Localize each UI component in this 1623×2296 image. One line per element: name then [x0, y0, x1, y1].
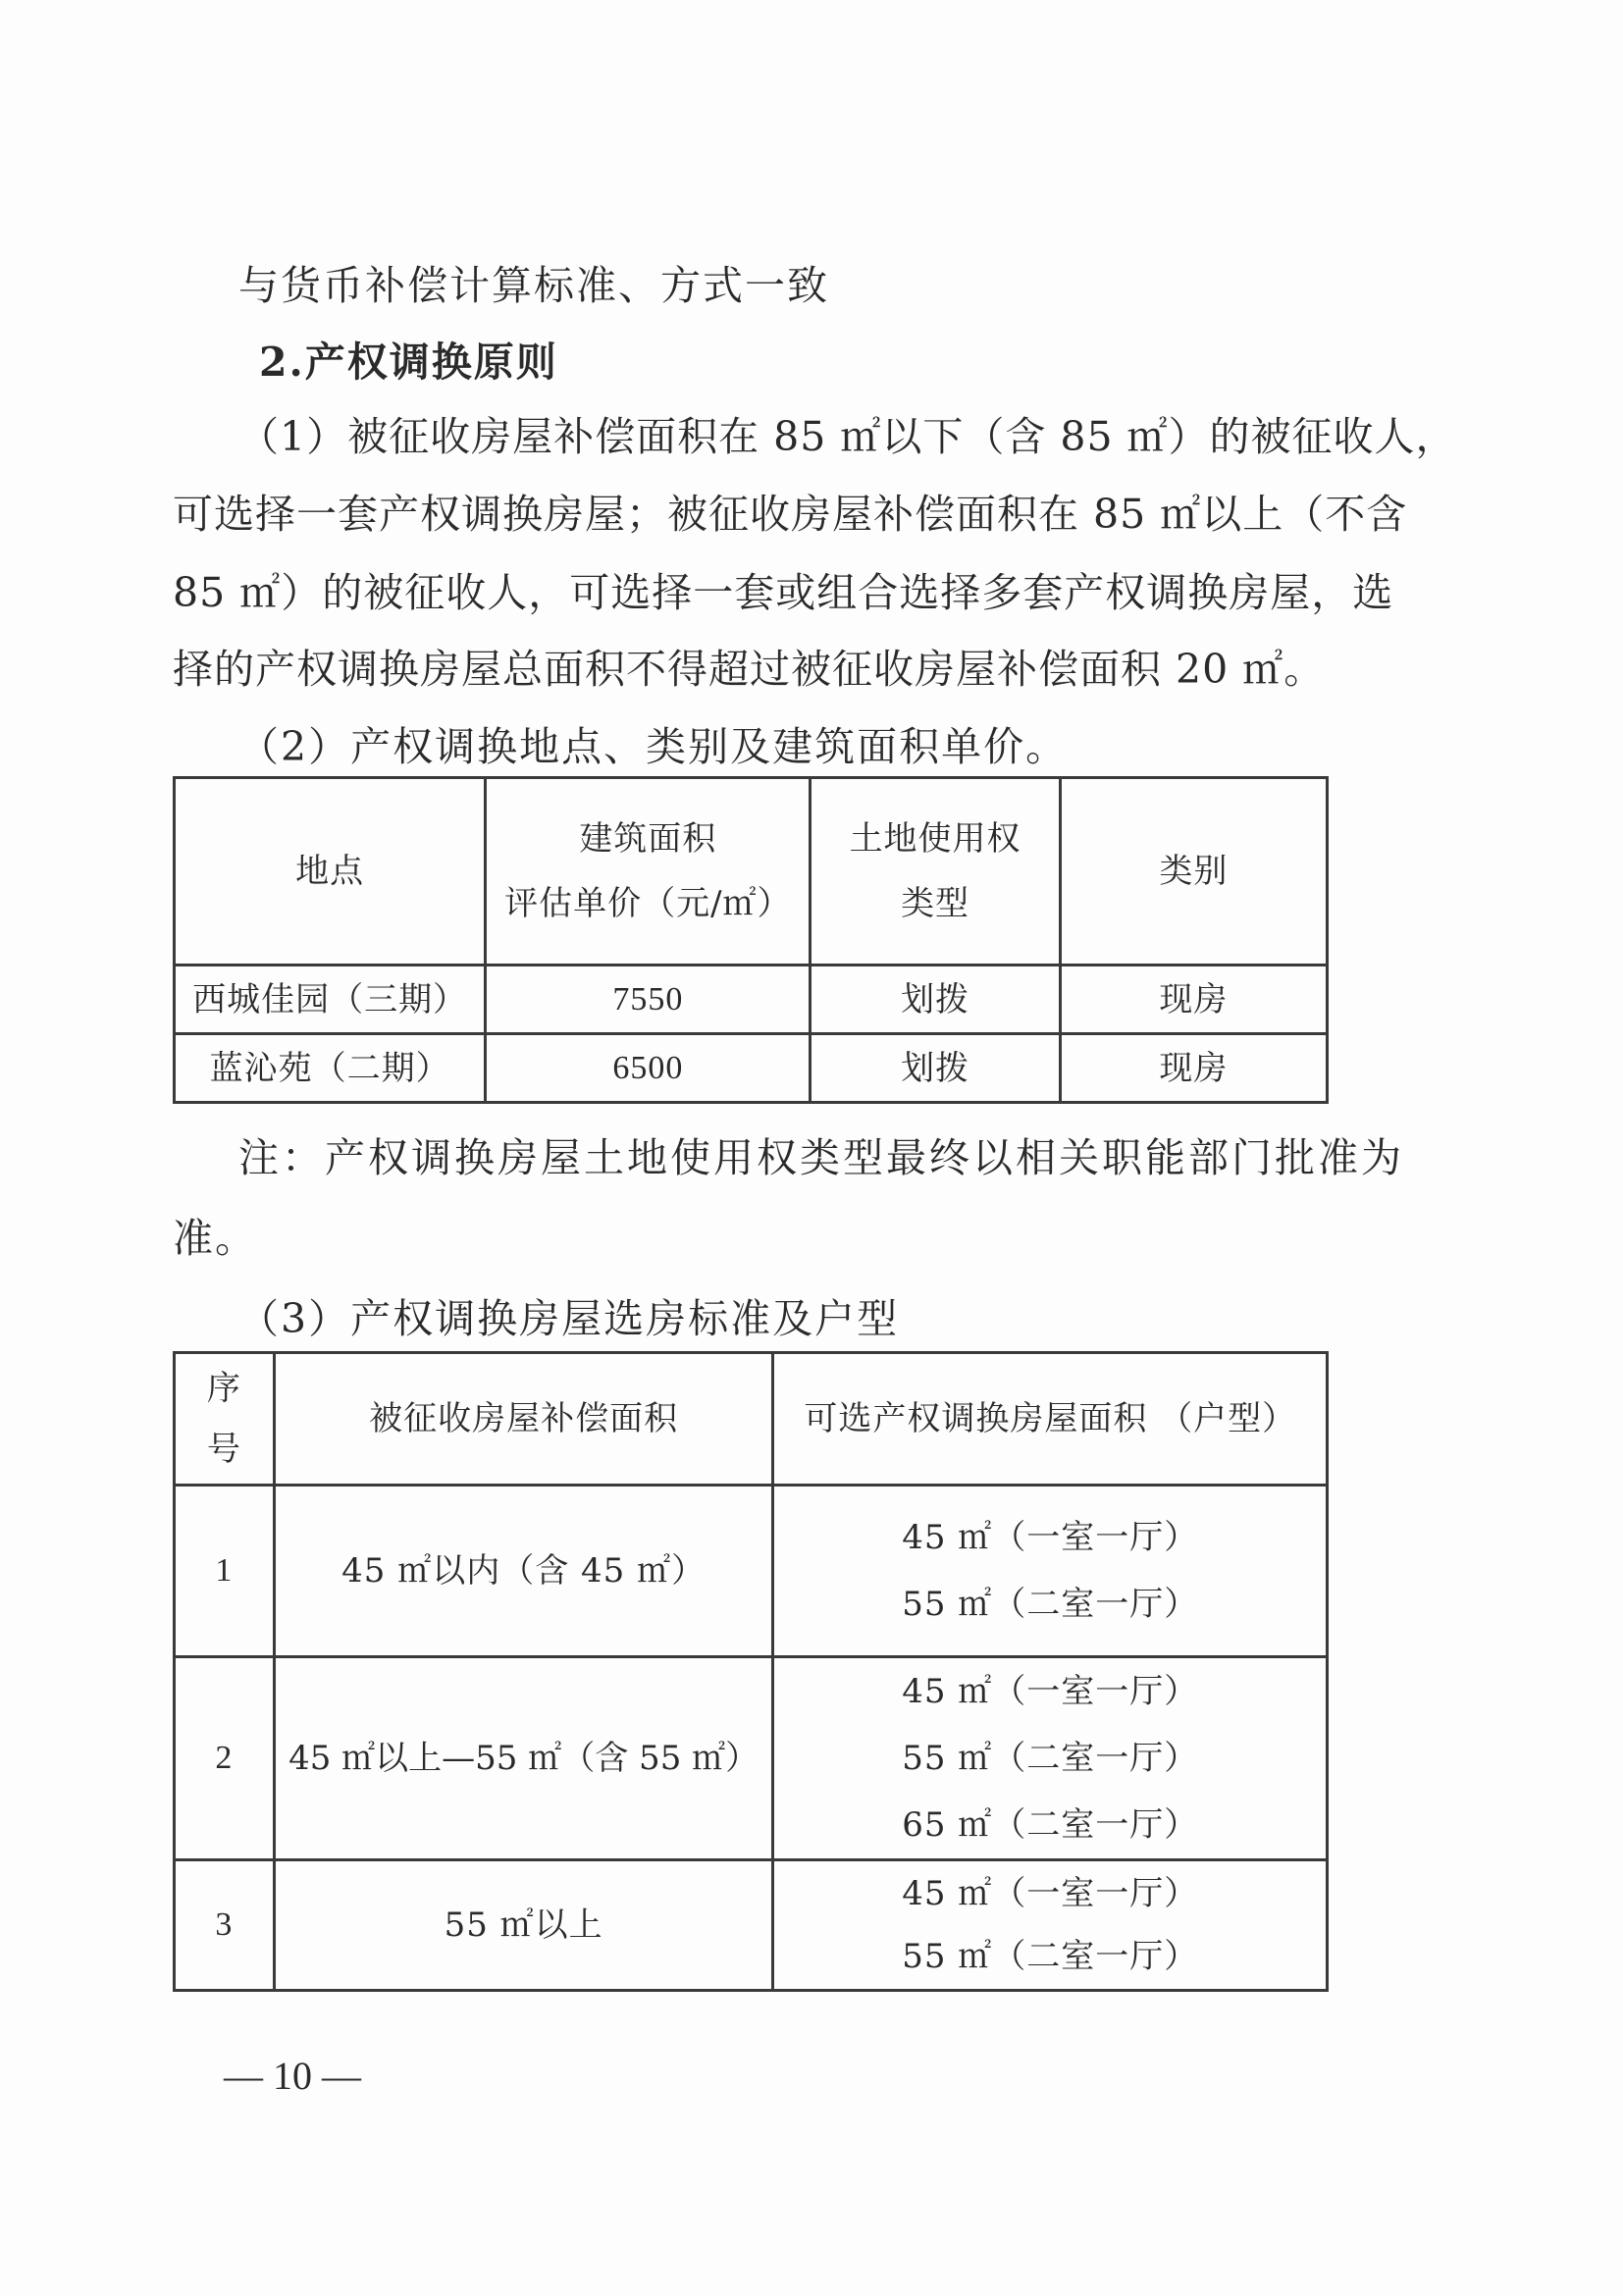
- cell-seq: 2: [175, 1657, 275, 1860]
- table-row: [175, 1657, 1328, 1860]
- option-item: 55 ㎡（二室一厅）: [902, 1739, 1199, 1778]
- page-number: — 10 —: [224, 2054, 361, 2098]
- cell-selectable-options: [773, 1486, 1328, 1657]
- cell-compensation-area: 45 ㎡以内（含 45 ㎡）: [274, 1486, 773, 1657]
- cell-category: 现房: [1060, 1034, 1327, 1103]
- table-header-row: [175, 778, 1328, 965]
- option-item: 55 ㎡（二室一厅）: [902, 1937, 1199, 1976]
- cell-location: 西城佳园（三期）: [175, 965, 486, 1034]
- header-category: 类别: [1060, 778, 1327, 965]
- cell-selectable-options: [773, 1657, 1328, 1860]
- cell-seq: 3: [175, 1860, 275, 1991]
- cell-unit-price: 6500: [486, 1034, 811, 1103]
- cell-location: 蓝沁苑（二期）: [175, 1034, 486, 1103]
- note-line: 注：产权调换房屋土地使用权类型最终以相关职能部门批准为: [238, 1134, 1404, 1181]
- cell-compensation-area: 55 ㎡以上: [274, 1860, 773, 1991]
- table-row: [175, 1486, 1328, 1657]
- option-item: 45 ㎡（一室一厅）: [902, 1874, 1199, 1913]
- note-line: 准。: [173, 1215, 257, 1262]
- paragraph-line: 85 ㎡）的被征收人，可选择一套或组合选择多套产权调换房屋，选: [173, 569, 1394, 616]
- header-compensation-area: 被征收房屋补偿面积: [274, 1353, 773, 1486]
- table-row: [175, 1860, 1328, 1991]
- cell-land-use-type: 划拨: [811, 1034, 1060, 1103]
- paragraph-line: 与货币补偿计算标准、方式一致: [238, 262, 829, 309]
- section-heading: 2.产权调换原则: [259, 339, 558, 386]
- table-row: [175, 1034, 1328, 1103]
- cell-unit-price: 7550: [486, 965, 811, 1034]
- header-seq-line1: 序: [206, 1369, 241, 1408]
- option-item: 55 ㎡（二室一厅）: [902, 1585, 1199, 1624]
- table-row: [175, 965, 1328, 1034]
- header-land-use-line1: 土地使用权: [849, 819, 1021, 859]
- header-unit-price-line1: 建筑面积: [579, 819, 717, 859]
- header-seq: [175, 1353, 275, 1486]
- property-exchange-location-table: [173, 776, 1329, 1104]
- header-land-use-line2: 类型: [901, 884, 970, 923]
- header-seq-line2: 号: [206, 1430, 241, 1469]
- option-item: 45 ㎡（一室一厅）: [902, 1518, 1199, 1557]
- option-item: 45 ㎡（一室一厅）: [902, 1672, 1199, 1711]
- header-unit-price-line2: 评估单价（元/㎡）: [504, 884, 792, 923]
- subsection-heading: （3）产权调换房屋选房标准及户型: [238, 1295, 900, 1342]
- paragraph-line: 可选择一套产权调换房屋；被征收房屋补偿面积在 85 ㎡以上（不含: [173, 491, 1408, 538]
- paragraph-line: （1）被征收房屋补偿面积在 85 ㎡以下（含 85 ㎡）的被征收人，: [238, 413, 1457, 460]
- table-header-row: [175, 1353, 1328, 1486]
- header-unit-price: [486, 778, 811, 965]
- header-location: 地点: [175, 778, 486, 965]
- header-land-use-type: [811, 778, 1060, 965]
- cell-selectable-options: [773, 1860, 1328, 1991]
- cell-compensation-area: 45 ㎡以上—55 ㎡（含 55 ㎡）: [274, 1657, 773, 1860]
- housing-selection-standard-table: [173, 1351, 1329, 1992]
- subsection-heading: （2）产权调换地点、类别及建筑面积单价。: [238, 723, 1069, 770]
- cell-category: 现房: [1060, 965, 1327, 1034]
- cell-land-use-type: 划拨: [811, 965, 1060, 1034]
- paragraph-line: 择的产权调换房屋总面积不得超过被征收房屋补偿面积 20 ㎡。: [173, 646, 1326, 693]
- cell-seq: 1: [175, 1486, 275, 1657]
- option-item: 65 ㎡（二室一厅）: [902, 1805, 1199, 1845]
- header-selectable-area: 可选产权调换房屋面积 （户型）: [773, 1353, 1328, 1486]
